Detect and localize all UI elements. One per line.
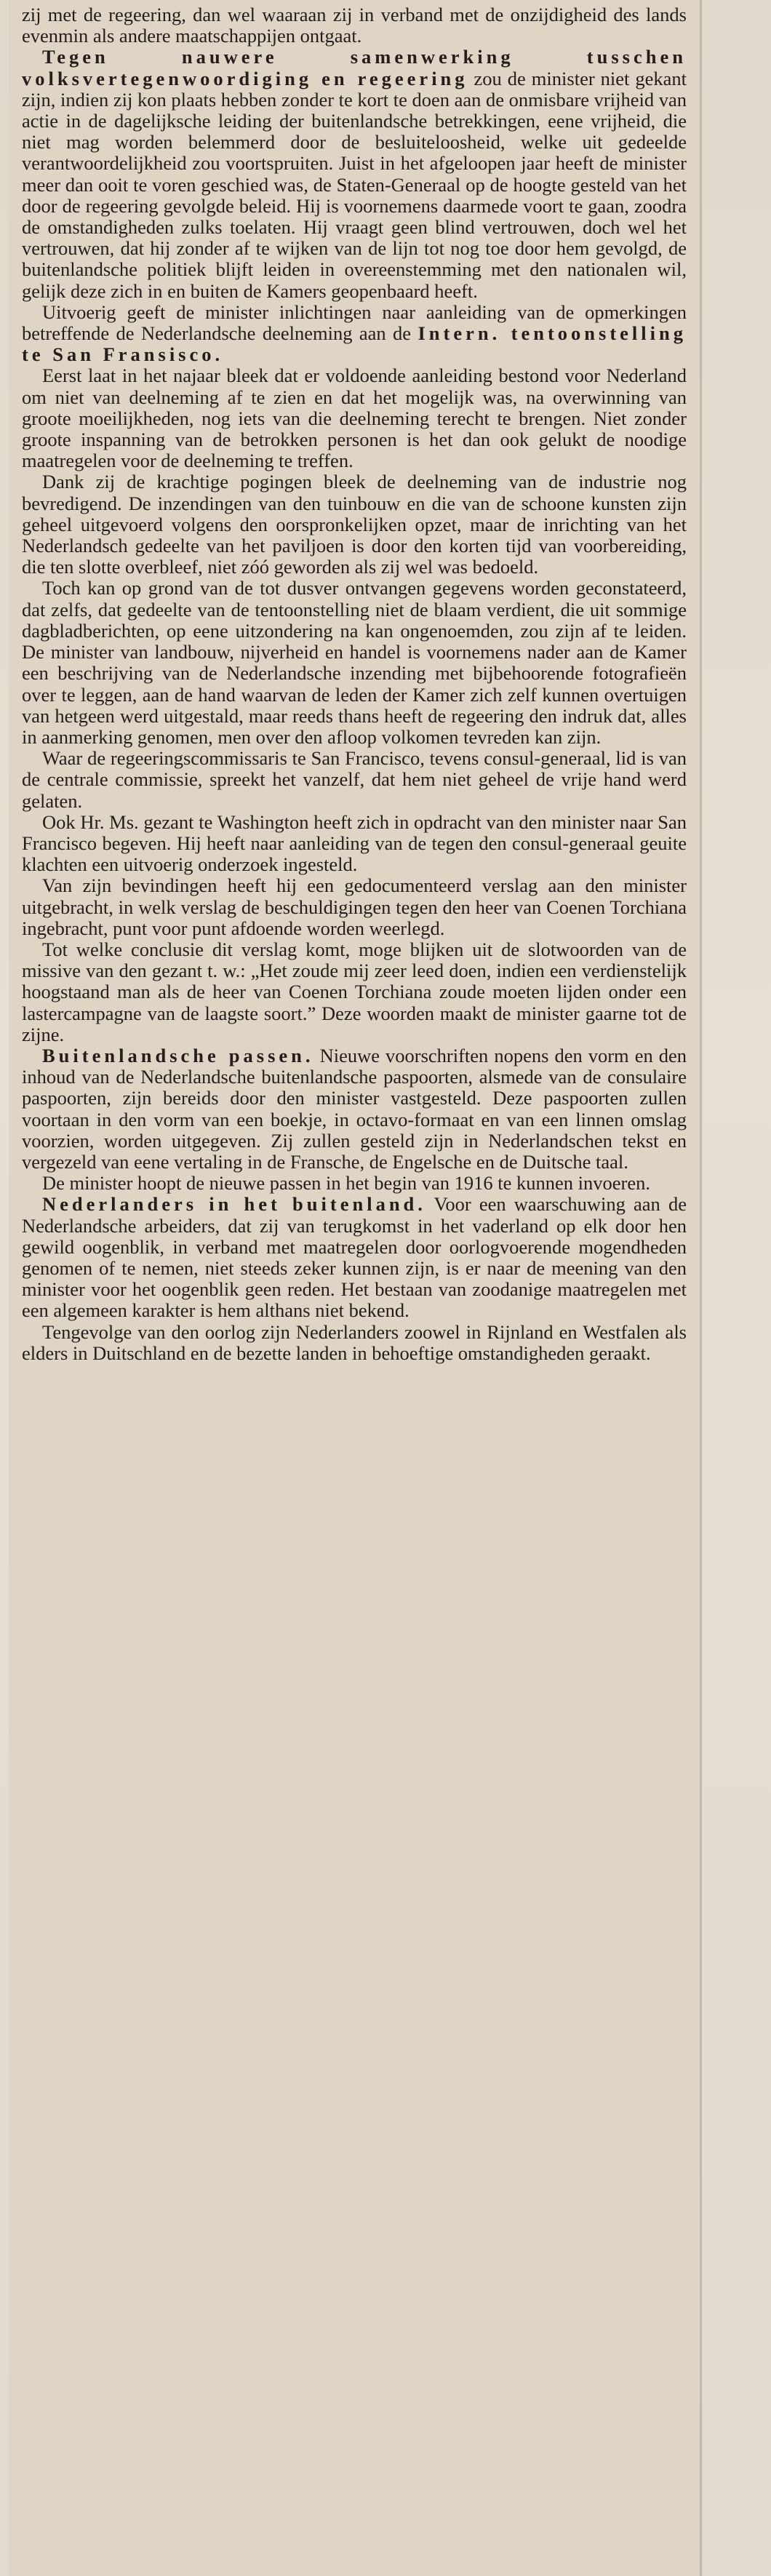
- article-paragraph: [22, 1194, 687, 1321]
- article-paragraph: [22, 365, 687, 471]
- paragraph-text: Tengevolge van den oorlog zijn Nederlanders zoowel in Rijnland en Westfalen als elders in Duitschland en de bezette landen in behoeftige omstandigheden geraakt.: [22, 1320, 687, 1364]
- paragraph-text: Ook Hr. Ms. gezant te Washington heeft zich in opdracht van den minister naar San Francisco begeven. Hij heeft naar aanleiding van de tegen den consul-generaal geuite klachten een uitvoerig onderzoek ingesteld.: [22, 810, 687, 876]
- article-paragraph: [22, 875, 687, 939]
- article-paragraph: [22, 47, 687, 301]
- article-paragraph: [22, 1045, 687, 1173]
- article-paragraph: [22, 1173, 687, 1194]
- paragraph-text: Uitvoerig geeft de minister inlichtingen naar aanleiding van de opmerkingen betreffende de Nederlandsche deelneming aan de Intern. tentoonstelling te San Fransisco.: [22, 300, 687, 366]
- paragraph-lead: Tegen nauwere samenwerking tusschen volksvertegenwoordiging en regeering: [22, 46, 687, 89]
- article-paragraph: [22, 812, 687, 876]
- paragraph-text: zou de minister niet gekant zijn, indien zij kon plaats hebben zonder te kort te doen aan de onmisbare vrijheid van actie in de dagelijksche leiding der buitenlandsche betrekkingen, eene vrijheid, die niet mag worden belemmerd door de besluiteloosheid, welke uit gedeelde verantwoordelijkheid zou voortspruiten. Juist in het afgeloopen jaar heeft de minister meer dan ooit te voren geschied was, de Staten-Generaal op de hoogte gesteld van het door de regeering gevolgde beleid. Hij is voornemens daarmede voort te gaan, zoodra de omstandigheden zulks toelaten. Hij vraagt geen blind vertrouwen, doch wel het vertrouwen, dat hij zonder af te wijken van de lijn tot nog toe door hem gevolgd, de buitenlandsche politiek blijft leiden in overeenstemming met den nationalen wil, gelijk deze zich in en buiten de Kamers geopenbaard heeft.: [22, 67, 687, 302]
- article-paragraph: [22, 1322, 687, 1364]
- article-paragraph: [22, 302, 687, 366]
- paragraph-text: Dank zij de krachtige pogingen bleek de deelneming van de industrie nog bevredigend. De inzendingen van den tuinbouw en die van de schoone kunsten zijn geheel uitgevoerd volgens den oorspronkelijken opzet, maar de inrichting van het Nederlandsch gedeelte van het paviljoen is door den korten tijd van voorbereiding, die ten slotte overbleef, niet zóó geworden als zij wel was bedoeld.: [22, 471, 687, 578]
- paragraph-text: De minister hoopt de nieuwe passen in het begin van 1916 te kunnen invoeren.: [42, 1172, 651, 1195]
- paragraph-text: Toch kan op grond van de tot dusver ontvangen gegevens worden geconstateerd, dat zelfs, dat gedeelte van de tentoonstelling niet de blaam verdient, die uit sommige dagbladberichten, op eene uitzondering na kan ongenoemden, zou zijn af te leiden. De minister van landbouw, nijverheid en handel is voornemens nader aan de Kamer een beschrijving van de Nederlandsche inzending met bijbehoorende fotografieën over te leggen, aan de hand waarvan de leden der Kamer zich zelf kunnen overtuigen van hetgeen werd uitgestald, maar reeds thans heeft de regeering den indruk dat, alles in aanmerking genomen, men over den afloop volkomen tevreden kan zijn.: [22, 577, 687, 748]
- paragraph-text: Van zijn bevindingen heeft hij een gedocumenteerd verslag aan den minister uitgebracht, in welk verslag de beschuldigingen tegen den heer van Coenen Torchiana ingebracht, punt voor punt afdoende worden weerlegd.: [22, 874, 687, 939]
- paragraph-lead: Buitenlandsche passen.: [42, 1044, 314, 1066]
- paragraph-lead: Nederlanders in het buitenland.: [42, 1193, 426, 1216]
- paragraph-text: zij met de regeering, dan wel waaraan zij in verband met de onzijdigheid des lands evenmin als andere maatschappijen ontgaat.: [22, 4, 687, 47]
- paragraph-text: Tot welke conclusie dit verslag komt, moge blijken uit de slotwoorden van de missive van den gezant t. w.: „Het zoude mij zeer leed doen, indien een verdienstelijk hoogstaand man als de heer van Coenen Torchiana zoude moeten lijden onder een lastercampagne van de laagste soort.” Deze woorden maakt de minister gaarne tot de zijne.: [22, 938, 687, 1045]
- article-paragraph: [22, 4, 687, 47]
- article-paragraph: [22, 578, 687, 748]
- paragraph-text: Eerst laat in het najaar bleek dat er voldoende aanleiding bestond voor Nederland om niet van deelneming af te zien en dat het mogelijk was, na overwinning van groote moeilijkheden, nog iets van die deelneming terecht te brengen. Niet zonder groote inspanning van de betrokken personen is het dan ook gelukt de noodige maatregelen voor de deelneming te treffen.: [22, 364, 687, 472]
- article-column: [9, 0, 700, 2576]
- paragraph-text: Voor een waarschuwing aan de Nederlandsche arbeiders, dat zij van terugkomst in het vaderland op elk door hen gewild oogenblik, in verband met maatregelen door oorlogvoerende mogendheden genomen of te nemen, niet steeds zeker kunnen zijn, is er naar de meening van den minister voor het oogenblik geen reden. Het bestaan van zoodanige maatregelen met een algemeen karakter is hem althans niet bekend.: [22, 1193, 687, 1322]
- article-paragraph: [22, 748, 687, 812]
- article-paragraph: [22, 471, 687, 578]
- paragraph-text: Waar de regeeringscommissaris te San Francisco, tevens consul-generaal, lid is van de centrale commissie, spreekt het vanzelf, dat hem niet geheel de vrije hand werd gelaten.: [22, 747, 687, 812]
- article-paragraph: [22, 939, 687, 1045]
- clipping-edge: [700, 0, 702, 2576]
- paragraph-text: Nieuwe voorschriften nopens den vorm en den inhoud van de Nederlandsche buitenlandsche paspoorten, alsmede van de consulaire paspoorten, zijn bereids door den minister vastgesteld. Deze paspoorten zullen voortaan in den vorm van een boekje, in octavo-formaat en van een linnen omslag voorzien, worden uitgegeven. Zij zullen gesteld zijn in Nederlandschen tekst en vergezeld van eene vertaling in de Fransche, de Engelsche en de Duitsche taal.: [22, 1044, 687, 1173]
